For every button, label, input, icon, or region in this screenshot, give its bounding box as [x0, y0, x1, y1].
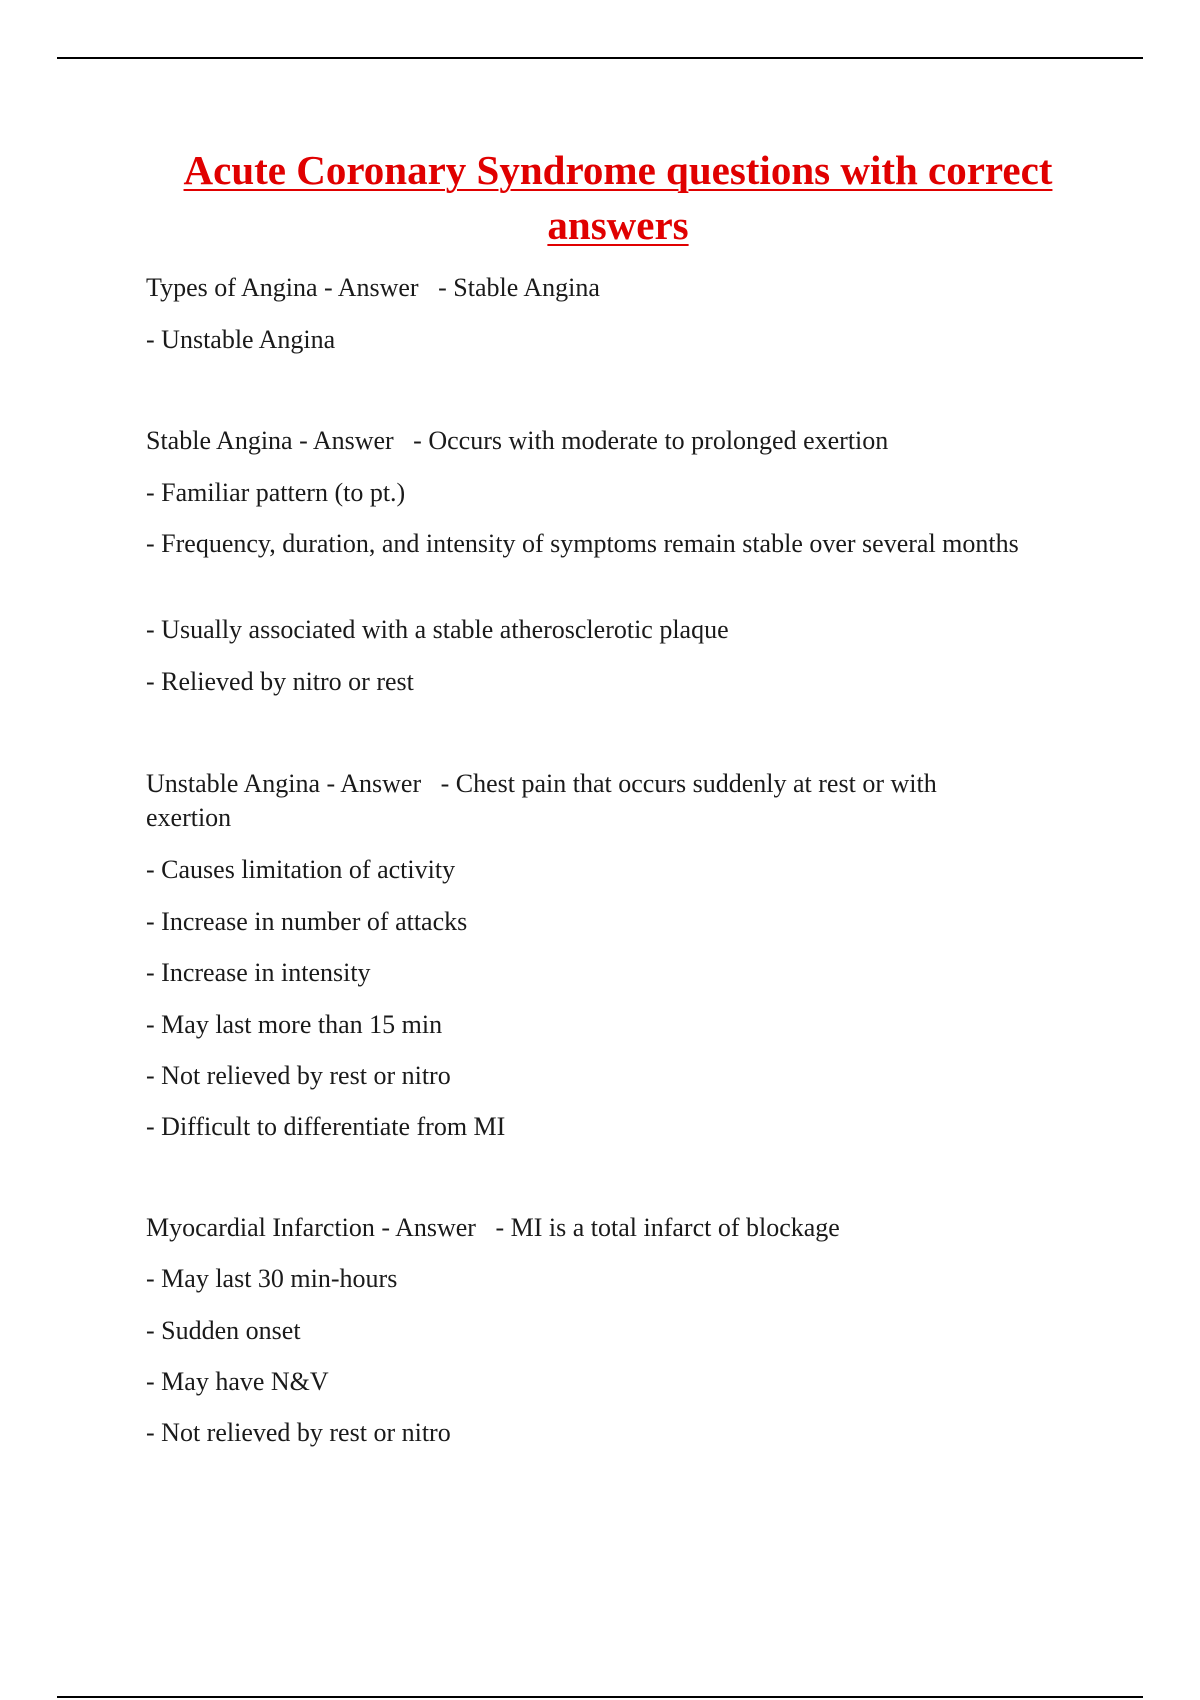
bullet-dash: -: [146, 667, 162, 696]
bullet-dash: -: [146, 1418, 162, 1447]
bullet-dash: -: [146, 1061, 162, 1090]
qa-term: Types of Angina: [146, 273, 318, 302]
qa-heading: [146, 1211, 1046, 1245]
bullet-dash: -: [146, 907, 162, 936]
list-item: [146, 1365, 1046, 1399]
qa-answer: Occurs with moderate to prolonged exertion: [428, 426, 889, 455]
bullet-dash: -: [146, 1112, 162, 1141]
list-item-text: Increase in number of attacks: [161, 907, 468, 936]
list-item: [146, 527, 1026, 561]
bullet-dash: -: [146, 855, 162, 884]
list-item-text: Increase in intensity: [161, 958, 371, 987]
qa-term: Unstable Angina: [146, 769, 321, 798]
bullet-dash: -: [146, 325, 162, 354]
list-item-text: Unstable Angina: [161, 325, 336, 354]
bullet-dash: -: [146, 1264, 162, 1293]
top-rule: [57, 57, 1143, 59]
list-item: [146, 1008, 1046, 1042]
qa-heading: [146, 424, 1046, 458]
list-item-text: May last more than 15 min: [161, 1010, 443, 1039]
list-item: [146, 476, 1046, 510]
answer-separator: - Answer -: [374, 1213, 511, 1242]
bullet-dash: -: [146, 478, 162, 507]
bottom-rule: [57, 1696, 1143, 1698]
qa-heading: [146, 767, 1026, 835]
list-item-text: Difficult to differentiate from MI: [161, 1112, 506, 1141]
document-title: Acute Coronary Syndrome questions with correct answers: [183, 147, 1053, 248]
list-item-text: Sudden onset: [161, 1316, 301, 1345]
list-item-text: May have N&V: [161, 1367, 329, 1396]
answer-separator: - Answer -: [320, 769, 456, 798]
qa-answer: Chest pain that occurs suddenly at rest or with exertion: [146, 769, 944, 832]
list-item: [146, 853, 1046, 887]
list-item: [146, 323, 1046, 357]
qa-term: Stable Angina: [146, 426, 293, 455]
list-item-text: May last 30 min-hours: [161, 1264, 398, 1293]
list-item: [146, 956, 1046, 990]
list-item: [146, 1059, 1046, 1093]
list-item: [146, 1110, 1046, 1144]
list-item-text: Not relieved by rest or nitro: [161, 1418, 451, 1447]
bullet-dash: -: [146, 529, 162, 558]
list-item: [146, 665, 1046, 699]
bullet-dash: -: [146, 1316, 162, 1345]
list-item: [146, 1416, 1046, 1450]
list-item-text: Not relieved by rest or nitro: [161, 1061, 451, 1090]
list-item: [146, 613, 1046, 647]
answer-separator: - Answer -: [292, 426, 429, 455]
list-item-text: Relieved by nitro or rest: [161, 667, 414, 696]
bullet-dash: -: [146, 1010, 162, 1039]
qa-term: Myocardial Infarction: [146, 1213, 375, 1242]
qa-heading: [146, 271, 1046, 305]
list-item: [146, 1262, 1046, 1296]
list-item-text: Usually associated with a stable atherosclerotic plaque: [161, 615, 729, 644]
bullet-dash: -: [146, 1367, 162, 1396]
list-item-text: Frequency, duration, and intensity of symptoms remain stable over several months: [161, 529, 1019, 558]
list-item-text: Familiar pattern (to pt.): [161, 478, 406, 507]
bullet-dash: -: [146, 615, 162, 644]
qa-answer: Stable Angina: [453, 273, 600, 302]
bullet-dash: -: [146, 958, 162, 987]
list-item-text: Causes limitation of activity: [161, 855, 456, 884]
list-item: [146, 905, 1046, 939]
answer-separator: - Answer -: [317, 273, 454, 302]
qa-answer: MI is a total infarct of blockage: [510, 1213, 840, 1242]
list-item: [146, 1314, 1046, 1348]
